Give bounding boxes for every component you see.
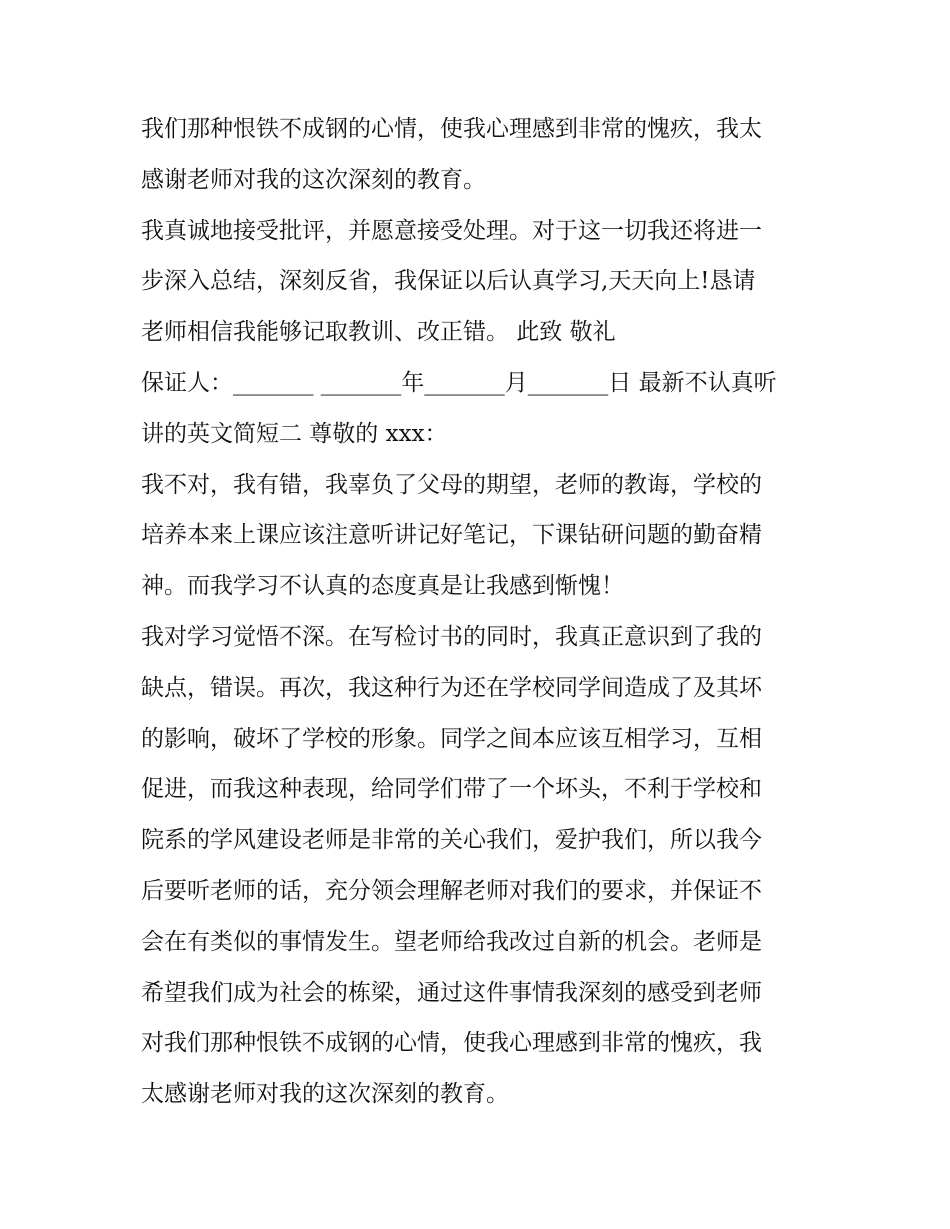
text-line: 希望我们成为社会的栋梁，通过这件事情我深刻的感受到老师	[141, 979, 762, 1006]
text-line: 院系的学风建设老师是非常的关心我们，爱护我们，所以我今	[141, 827, 762, 854]
text-line: 培养本来上课应该注意听讲记好笔记，下课钻研问题的勤奋精	[141, 522, 762, 549]
text-line: 讲的英文简短二 尊敬的 xxx：	[141, 420, 448, 447]
text-line: 我真诚地接受批评，并愿意接受处理。对于这一切我还将进一	[141, 217, 762, 244]
text-line: 促进，而我这种表现，给同学们带了一个坏头，不利于学校和	[141, 776, 762, 803]
text-line: 步深入总结，深刻反省，我保证以后认真学习,天天向上!恳请	[141, 268, 756, 295]
text-line: 感谢老师对我的这次深刻的教育。	[141, 166, 486, 193]
text-line: 太感谢老师对我的这次深刻的教育。	[141, 1081, 509, 1108]
text-line: 老师相信我能够记取教训、改正错。 此致 敬礼	[141, 319, 616, 346]
text-line: 缺点，错误。再次，我这种行为还在学校同学间造成了及其坏	[141, 674, 762, 701]
document-body	[141, 104, 821, 1120]
text-line: 对我们那种恨铁不成钢的心情，使我心理感到非常的愧疚，我	[141, 1030, 762, 1057]
text-line: 我不对，我有错，我辜负了父母的期望，老师的教诲，学校的	[141, 471, 762, 498]
signature-line: 保证人：_______ _______年_______月_______日 最新不认真听	[141, 369, 777, 396]
text-line: 神。而我学习不认真的态度真是让我感到惭愧！	[141, 573, 624, 600]
text-line: 后要听老师的话，充分领会理解老师对我们的要求，并保证不	[141, 877, 762, 904]
text-line: 我对学习觉悟不深。在写检讨书的同时，我真正意识到了我的	[141, 623, 762, 650]
text-line: 我们那种恨铁不成钢的心情，使我心理感到非常的愧疚，我太	[141, 116, 762, 142]
text-line: 的影响，破坏了学校的形象。同学之间本应该互相学习，互相	[141, 725, 762, 752]
text-line: 会在有类似的事情发生。望老师给我改过自新的机会。老师是	[141, 928, 762, 955]
